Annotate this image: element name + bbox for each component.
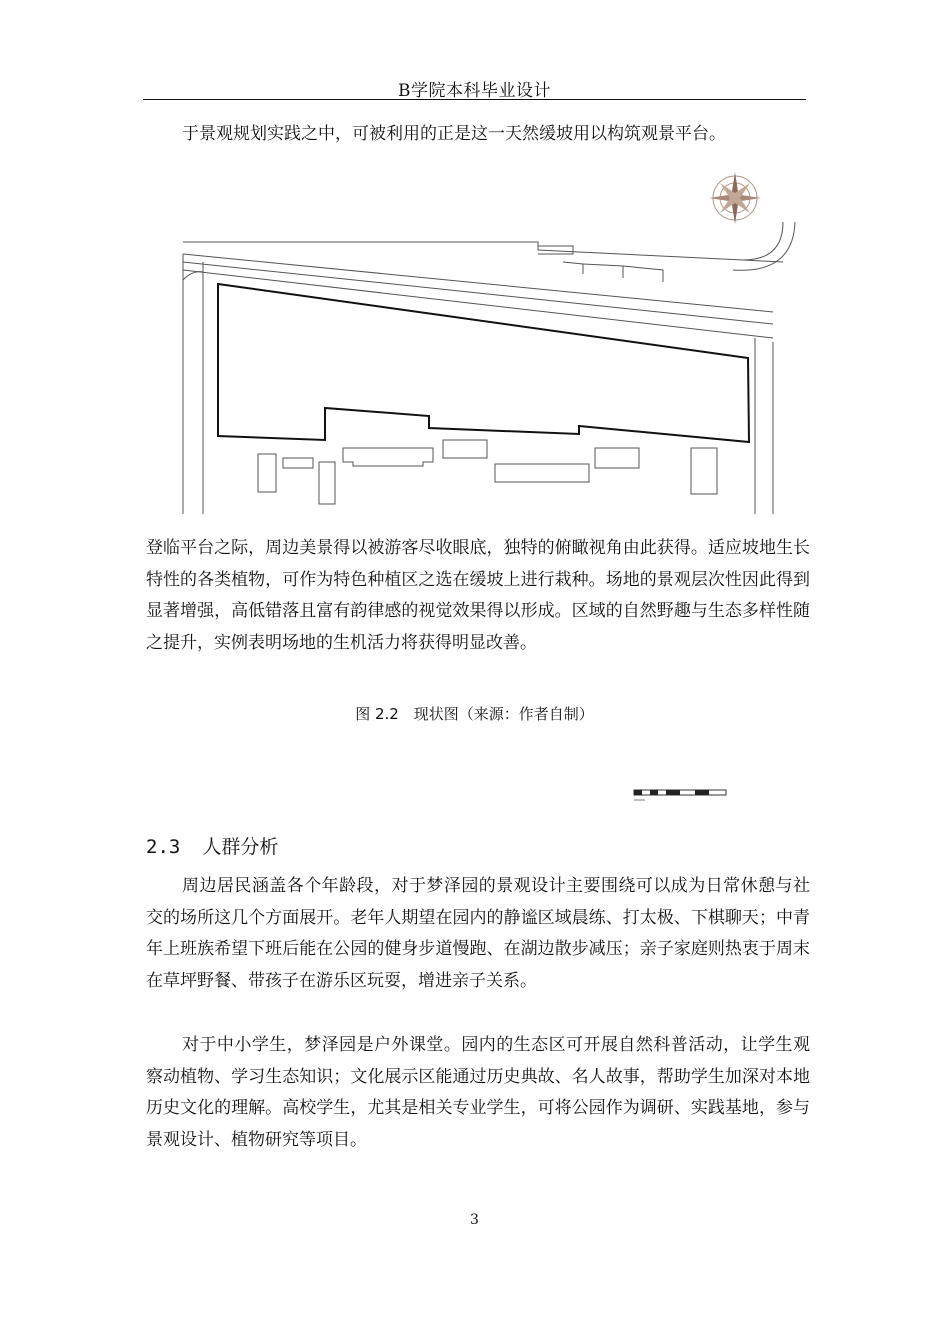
scale-bar	[633, 787, 727, 803]
paragraph-residents: 周边居民涵盖各个年龄段，对于梦泽园的景观设计主要围绕可以成为日常休憩与社交的场所这几个方面展开。老年人期望在园内的静谧区域晨练、打太极、下棋聊天；中青年上班族希望下班后能在公园的健身步道慢跑、在湖边散步减压；亲子家庭则热衷于周末在草坪野餐、带孩子在游乐区玩耍，增进亲子关系。	[146, 876, 810, 991]
site-boundary	[218, 284, 749, 442]
section-heading	[146, 832, 278, 859]
page-number: 3	[470, 1212, 479, 1228]
section-number: 2.3	[146, 836, 181, 858]
page-header: B学院本科毕业设计	[398, 81, 551, 101]
figure-caption: 图 2.2 现状图（来源：作者自制）	[355, 705, 594, 723]
paragraph-platform: 登临平台之际，周边美景得以被游客尽收眼底，独特的俯瞰视角由此获得。适应坡地生长特性的各类植物，可作为特色种植区之选在缓坡上进行栽种。场地的景观层次性因此得到显著增强，高低错落且富有韵律感的视觉效果得以形成。区域的自然野趣与生态多样性随之提升，实例表明场地的生机活力将获得明显改善。	[146, 538, 810, 653]
site-plan-figure	[143, 162, 808, 514]
paragraph-intro: 于景观规划实践之中，可被利用的正是这一天然缓坡用以构筑观景平台。	[182, 124, 726, 144]
paragraph-students: 对于中小学生，梦泽园是户外课堂。园内的生态区可开展自然科普活动，让学生观察动植物、学习生态知识；文化展示区能通过历史典故、名人故事，帮助学生加深对本地历史文化的理解。高校学生，尤其是相关专业学生，可将公园作为调研、实践基地，参与景观设计、植物研究等项目。	[146, 1035, 810, 1150]
site-plan-drawing	[143, 162, 808, 514]
surrounding-buildings	[258, 440, 717, 504]
section-title: 人群分析	[202, 836, 279, 858]
compass-rose-icon	[709, 172, 761, 224]
header-rule	[143, 99, 806, 100]
